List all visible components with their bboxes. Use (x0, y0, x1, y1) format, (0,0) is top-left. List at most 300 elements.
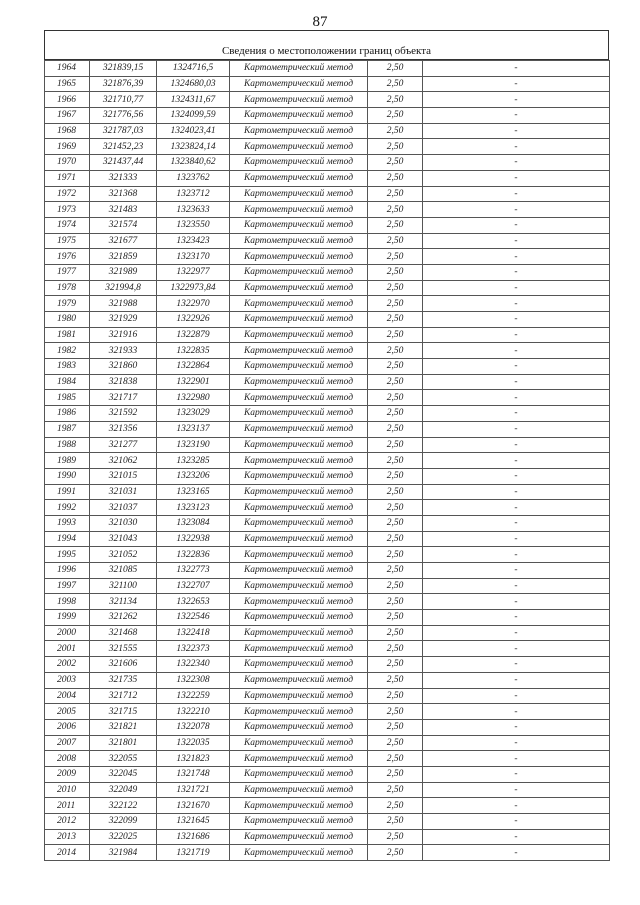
table-row (45, 406, 610, 422)
accuracy-cell: 2,50 (368, 641, 423, 657)
accuracy-cell: 2,50 (368, 829, 423, 845)
note-cell: - (423, 312, 610, 328)
note-cell: - (423, 233, 610, 249)
note-cell: - (423, 76, 610, 92)
x-coordinate-cell: 321483 (90, 202, 157, 218)
point-number-cell: 1978 (45, 280, 90, 296)
point-number-cell: 1974 (45, 217, 90, 233)
x-coordinate-cell: 321062 (90, 453, 157, 469)
table-row (45, 688, 610, 704)
y-coordinate-cell: 1322835 (157, 343, 230, 359)
x-coordinate-cell: 321860 (90, 359, 157, 375)
accuracy-cell: 2,50 (368, 390, 423, 406)
determination-method-cell: Картометрический метод (230, 233, 368, 249)
x-coordinate-cell: 322099 (90, 814, 157, 830)
accuracy-cell: 2,50 (368, 92, 423, 108)
table-row (45, 264, 610, 280)
table-row (45, 170, 610, 186)
y-coordinate-cell: 1321748 (157, 766, 230, 782)
determination-method-cell: Картометрический метод (230, 390, 368, 406)
y-coordinate-cell: 1322864 (157, 359, 230, 375)
table-row (45, 563, 610, 579)
point-number-cell: 1984 (45, 374, 90, 390)
accuracy-cell: 2,50 (368, 688, 423, 704)
y-coordinate-cell: 1323165 (157, 484, 230, 500)
point-number-cell: 2002 (45, 657, 90, 673)
x-coordinate-cell: 321984 (90, 845, 157, 861)
determination-method-cell: Картометрический метод (230, 327, 368, 343)
table-row (45, 735, 610, 751)
note-cell: - (423, 594, 610, 610)
table-row (45, 578, 610, 594)
accuracy-cell: 2,50 (368, 280, 423, 296)
table-row (45, 515, 610, 531)
accuracy-cell: 2,50 (368, 782, 423, 798)
point-number-cell: 1971 (45, 170, 90, 186)
point-number-cell: 2014 (45, 845, 90, 861)
note-cell: - (423, 108, 610, 124)
y-coordinate-cell: 1322210 (157, 704, 230, 720)
y-coordinate-cell: 1321721 (157, 782, 230, 798)
accuracy-cell: 2,50 (368, 657, 423, 673)
note-cell: - (423, 327, 610, 343)
table-row (45, 312, 610, 328)
point-number-cell: 2011 (45, 798, 90, 814)
boundary-table-sheet (44, 30, 609, 861)
y-coordinate-cell: 1322340 (157, 657, 230, 673)
x-coordinate-cell: 321333 (90, 170, 157, 186)
note-cell: - (423, 782, 610, 798)
note-cell: - (423, 688, 610, 704)
determination-method-cell: Картометрический метод (230, 123, 368, 139)
determination-method-cell: Картометрический метод (230, 798, 368, 814)
y-coordinate-cell: 1322653 (157, 594, 230, 610)
determination-method-cell: Картометрический метод (230, 829, 368, 845)
table-row (45, 374, 610, 390)
point-number-cell: 1979 (45, 296, 90, 312)
point-number-cell: 2007 (45, 735, 90, 751)
y-coordinate-cell: 1323840,62 (157, 155, 230, 171)
note-cell: - (423, 186, 610, 202)
accuracy-cell: 2,50 (368, 468, 423, 484)
y-coordinate-cell: 1322078 (157, 719, 230, 735)
determination-method-cell: Картометрический метод (230, 719, 368, 735)
y-coordinate-cell: 1322373 (157, 641, 230, 657)
x-coordinate-cell: 322055 (90, 751, 157, 767)
determination-method-cell: Картометрический метод (230, 61, 368, 77)
determination-method-cell: Картометрический метод (230, 296, 368, 312)
table-row (45, 437, 610, 453)
x-coordinate-cell: 321262 (90, 610, 157, 626)
note-cell: - (423, 798, 610, 814)
accuracy-cell: 2,50 (368, 155, 423, 171)
accuracy-cell: 2,50 (368, 374, 423, 390)
point-number-cell: 1992 (45, 500, 90, 516)
determination-method-cell: Картометрический метод (230, 610, 368, 626)
y-coordinate-cell: 1323029 (157, 406, 230, 422)
point-number-cell: 1967 (45, 108, 90, 124)
x-coordinate-cell: 321988 (90, 296, 157, 312)
determination-method-cell: Картометрический метод (230, 155, 368, 171)
point-number-cell: 1970 (45, 155, 90, 171)
table-row (45, 453, 610, 469)
y-coordinate-cell: 1322035 (157, 735, 230, 751)
note-cell: - (423, 343, 610, 359)
accuracy-cell: 2,50 (368, 249, 423, 265)
point-number-cell: 1996 (45, 563, 90, 579)
point-number-cell: 2003 (45, 672, 90, 688)
determination-method-cell: Картометрический метод (230, 672, 368, 688)
coordinates-table (44, 60, 610, 861)
y-coordinate-cell: 1321645 (157, 814, 230, 830)
determination-method-cell: Картометрический метод (230, 280, 368, 296)
table-row (45, 547, 610, 563)
table-row (45, 123, 610, 139)
y-coordinate-cell: 1323206 (157, 468, 230, 484)
table-row (45, 186, 610, 202)
point-number-cell: 1966 (45, 92, 90, 108)
accuracy-cell: 2,50 (368, 484, 423, 500)
determination-method-cell: Картометрический метод (230, 343, 368, 359)
y-coordinate-cell: 1321823 (157, 751, 230, 767)
note-cell: - (423, 719, 610, 735)
point-number-cell: 1987 (45, 421, 90, 437)
x-coordinate-cell: 321735 (90, 672, 157, 688)
point-number-cell: 1969 (45, 139, 90, 155)
table-row (45, 672, 610, 688)
accuracy-cell: 2,50 (368, 672, 423, 688)
x-coordinate-cell: 321368 (90, 186, 157, 202)
point-number-cell: 2004 (45, 688, 90, 704)
x-coordinate-cell: 321859 (90, 249, 157, 265)
accuracy-cell: 2,50 (368, 296, 423, 312)
determination-method-cell: Картометрический метод (230, 625, 368, 641)
table-row (45, 468, 610, 484)
table-row (45, 202, 610, 218)
table-row (45, 610, 610, 626)
note-cell: - (423, 625, 610, 641)
y-coordinate-cell: 1321670 (157, 798, 230, 814)
y-coordinate-cell: 1322901 (157, 374, 230, 390)
point-number-cell: 2010 (45, 782, 90, 798)
point-number-cell: 1999 (45, 610, 90, 626)
table-row (45, 751, 610, 767)
table-row (45, 782, 610, 798)
coordinates-table-body (45, 61, 610, 861)
table-row (45, 155, 610, 171)
point-number-cell: 1972 (45, 186, 90, 202)
table-row (45, 108, 610, 124)
table-row (45, 531, 610, 547)
accuracy-cell: 2,50 (368, 108, 423, 124)
point-number-cell: 1968 (45, 123, 90, 139)
table-row (45, 766, 610, 782)
note-cell: - (423, 296, 610, 312)
determination-method-cell: Картометрический метод (230, 217, 368, 233)
note-cell: - (423, 829, 610, 845)
y-coordinate-cell: 1322546 (157, 610, 230, 626)
table-row (45, 641, 610, 657)
note-cell: - (423, 610, 610, 626)
note-cell: - (423, 92, 610, 108)
point-number-cell: 2009 (45, 766, 90, 782)
determination-method-cell: Картометрический метод (230, 814, 368, 830)
note-cell: - (423, 735, 610, 751)
table-row (45, 343, 610, 359)
table-row (45, 719, 610, 735)
note-cell: - (423, 814, 610, 830)
determination-method-cell: Картометрический метод (230, 735, 368, 751)
accuracy-cell: 2,50 (368, 421, 423, 437)
note-cell: - (423, 515, 610, 531)
note-cell: - (423, 453, 610, 469)
point-number-cell: 1997 (45, 578, 90, 594)
accuracy-cell: 2,50 (368, 453, 423, 469)
accuracy-cell: 2,50 (368, 61, 423, 77)
x-coordinate-cell: 321555 (90, 641, 157, 657)
accuracy-cell: 2,50 (368, 563, 423, 579)
note-cell: - (423, 421, 610, 437)
note-cell: - (423, 155, 610, 171)
determination-method-cell: Картометрический метод (230, 437, 368, 453)
accuracy-cell: 2,50 (368, 186, 423, 202)
x-coordinate-cell: 321876,39 (90, 76, 157, 92)
table-row (45, 814, 610, 830)
accuracy-cell: 2,50 (368, 139, 423, 155)
note-cell: - (423, 264, 610, 280)
determination-method-cell: Картометрический метод (230, 500, 368, 516)
table-row (45, 327, 610, 343)
determination-method-cell: Картометрический метод (230, 594, 368, 610)
y-coordinate-cell: 1322836 (157, 547, 230, 563)
determination-method-cell: Картометрический метод (230, 563, 368, 579)
x-coordinate-cell: 321037 (90, 500, 157, 516)
point-number-cell: 2012 (45, 814, 90, 830)
y-coordinate-cell: 1322926 (157, 312, 230, 328)
note-cell: - (423, 374, 610, 390)
determination-method-cell: Картометрический метод (230, 406, 368, 422)
determination-method-cell: Картометрический метод (230, 453, 368, 469)
point-number-cell: 2005 (45, 704, 90, 720)
y-coordinate-cell: 1322418 (157, 625, 230, 641)
point-number-cell: 1973 (45, 202, 90, 218)
note-cell: - (423, 123, 610, 139)
y-coordinate-cell: 1323190 (157, 437, 230, 453)
determination-method-cell: Картометрический метод (230, 578, 368, 594)
y-coordinate-cell: 1323123 (157, 500, 230, 516)
table-row (45, 484, 610, 500)
x-coordinate-cell: 321356 (90, 421, 157, 437)
note-cell: - (423, 61, 610, 77)
x-coordinate-cell: 321677 (90, 233, 157, 249)
x-coordinate-cell: 322049 (90, 782, 157, 798)
x-coordinate-cell: 321776,56 (90, 108, 157, 124)
note-cell: - (423, 531, 610, 547)
y-coordinate-cell: 1323084 (157, 515, 230, 531)
y-coordinate-cell: 1323137 (157, 421, 230, 437)
accuracy-cell: 2,50 (368, 845, 423, 861)
accuracy-cell: 2,50 (368, 751, 423, 767)
y-coordinate-cell: 1322259 (157, 688, 230, 704)
accuracy-cell: 2,50 (368, 578, 423, 594)
y-coordinate-cell: 1323824,14 (157, 139, 230, 155)
table-title-box (44, 30, 609, 60)
table-row (45, 704, 610, 720)
table-row (45, 798, 610, 814)
x-coordinate-cell: 321015 (90, 468, 157, 484)
y-coordinate-cell: 1322973,84 (157, 280, 230, 296)
note-cell: - (423, 704, 610, 720)
note-cell: - (423, 359, 610, 375)
accuracy-cell: 2,50 (368, 531, 423, 547)
x-coordinate-cell: 321839,15 (90, 61, 157, 77)
determination-method-cell: Картометрический метод (230, 421, 368, 437)
note-cell: - (423, 249, 610, 265)
x-coordinate-cell: 321437,44 (90, 155, 157, 171)
table-row (45, 139, 610, 155)
x-coordinate-cell: 321712 (90, 688, 157, 704)
determination-method-cell: Картометрический метод (230, 76, 368, 92)
y-coordinate-cell: 1323633 (157, 202, 230, 218)
determination-method-cell: Картометрический метод (230, 484, 368, 500)
y-coordinate-cell: 1322977 (157, 264, 230, 280)
y-coordinate-cell: 1323712 (157, 186, 230, 202)
determination-method-cell: Картометрический метод (230, 249, 368, 265)
accuracy-cell: 2,50 (368, 500, 423, 516)
point-number-cell: 1991 (45, 484, 90, 500)
accuracy-cell: 2,50 (368, 515, 423, 531)
point-number-cell: 1989 (45, 453, 90, 469)
point-number-cell: 2001 (45, 641, 90, 657)
table-row (45, 359, 610, 375)
y-coordinate-cell: 1322773 (157, 563, 230, 579)
determination-method-cell: Картометрический метод (230, 202, 368, 218)
point-number-cell: 2000 (45, 625, 90, 641)
point-number-cell: 1977 (45, 264, 90, 280)
point-number-cell: 1983 (45, 359, 90, 375)
note-cell: - (423, 217, 610, 233)
accuracy-cell: 2,50 (368, 625, 423, 641)
note-cell: - (423, 563, 610, 579)
table-row (45, 249, 610, 265)
accuracy-cell: 2,50 (368, 814, 423, 830)
y-coordinate-cell: 1323762 (157, 170, 230, 186)
x-coordinate-cell: 321916 (90, 327, 157, 343)
table-row (45, 296, 610, 312)
determination-method-cell: Картометрический метод (230, 657, 368, 673)
note-cell: - (423, 547, 610, 563)
note-cell: - (423, 657, 610, 673)
note-cell: - (423, 280, 610, 296)
table-row (45, 829, 610, 845)
point-number-cell: 1985 (45, 390, 90, 406)
accuracy-cell: 2,50 (368, 327, 423, 343)
x-coordinate-cell: 321452,23 (90, 139, 157, 155)
point-number-cell: 1994 (45, 531, 90, 547)
y-coordinate-cell: 1324023,41 (157, 123, 230, 139)
table-row (45, 500, 610, 516)
table-row (45, 657, 610, 673)
x-coordinate-cell: 321030 (90, 515, 157, 531)
table-row (45, 61, 610, 77)
point-number-cell: 1988 (45, 437, 90, 453)
note-cell: - (423, 406, 610, 422)
determination-method-cell: Картометрический метод (230, 547, 368, 563)
accuracy-cell: 2,50 (368, 202, 423, 218)
table-row (45, 280, 610, 296)
x-coordinate-cell: 321043 (90, 531, 157, 547)
accuracy-cell: 2,50 (368, 798, 423, 814)
y-coordinate-cell: 1323285 (157, 453, 230, 469)
table-row (45, 92, 610, 108)
y-coordinate-cell: 1322308 (157, 672, 230, 688)
table-row (45, 421, 610, 437)
accuracy-cell: 2,50 (368, 170, 423, 186)
note-cell: - (423, 578, 610, 594)
note-cell: - (423, 672, 610, 688)
determination-method-cell: Картометрический метод (230, 139, 368, 155)
y-coordinate-cell: 1324099,59 (157, 108, 230, 124)
accuracy-cell: 2,50 (368, 766, 423, 782)
table-row (45, 217, 610, 233)
determination-method-cell: Картометрический метод (230, 751, 368, 767)
x-coordinate-cell: 321277 (90, 437, 157, 453)
accuracy-cell: 2,50 (368, 719, 423, 735)
y-coordinate-cell: 1321719 (157, 845, 230, 861)
x-coordinate-cell: 321100 (90, 578, 157, 594)
y-coordinate-cell: 1324716,5 (157, 61, 230, 77)
determination-method-cell: Картометрический метод (230, 264, 368, 280)
x-coordinate-cell: 322025 (90, 829, 157, 845)
y-coordinate-cell: 1323170 (157, 249, 230, 265)
x-coordinate-cell: 321838 (90, 374, 157, 390)
note-cell: - (423, 139, 610, 155)
y-coordinate-cell: 1323423 (157, 233, 230, 249)
point-number-cell: 1964 (45, 61, 90, 77)
point-number-cell: 1998 (45, 594, 90, 610)
point-number-cell: 1995 (45, 547, 90, 563)
y-coordinate-cell: 1322707 (157, 578, 230, 594)
accuracy-cell: 2,50 (368, 343, 423, 359)
note-cell: - (423, 500, 610, 516)
y-coordinate-cell: 1322938 (157, 531, 230, 547)
table-row (45, 233, 610, 249)
accuracy-cell: 2,50 (368, 437, 423, 453)
note-cell: - (423, 170, 610, 186)
accuracy-cell: 2,50 (368, 359, 423, 375)
note-cell: - (423, 390, 610, 406)
determination-method-cell: Картометрический метод (230, 468, 368, 484)
accuracy-cell: 2,50 (368, 264, 423, 280)
x-coordinate-cell: 322122 (90, 798, 157, 814)
x-coordinate-cell: 321031 (90, 484, 157, 500)
accuracy-cell: 2,50 (368, 312, 423, 328)
accuracy-cell: 2,50 (368, 704, 423, 720)
y-coordinate-cell: 1322879 (157, 327, 230, 343)
determination-method-cell: Картометрический метод (230, 186, 368, 202)
accuracy-cell: 2,50 (368, 406, 423, 422)
determination-method-cell: Картометрический метод (230, 704, 368, 720)
x-coordinate-cell: 321717 (90, 390, 157, 406)
accuracy-cell: 2,50 (368, 217, 423, 233)
accuracy-cell: 2,50 (368, 594, 423, 610)
point-number-cell: 2008 (45, 751, 90, 767)
x-coordinate-cell: 321134 (90, 594, 157, 610)
x-coordinate-cell: 321592 (90, 406, 157, 422)
table-title: Сведения о местоположении границ объекта (221, 45, 432, 57)
determination-method-cell: Картометрический метод (230, 170, 368, 186)
x-coordinate-cell: 321715 (90, 704, 157, 720)
